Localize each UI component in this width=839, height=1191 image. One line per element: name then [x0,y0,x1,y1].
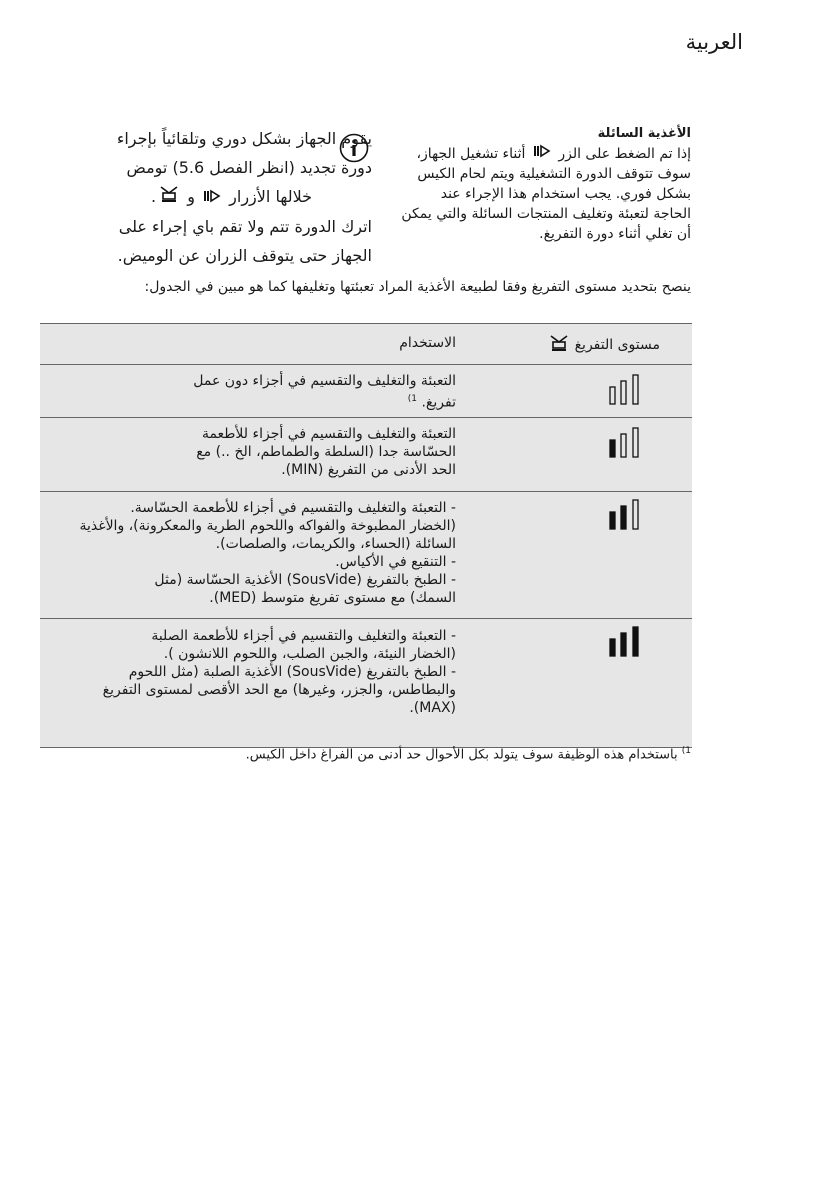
use-cell: - التعبئة والتغليف والتقسيم في أجزاء للأطعمة الصلبة (الخضار النيئة، والجبن الصلب، واللحوم اللانشون ). - الطبخ بالتفريغ (SousVide) الأغذية الصلبة (مثل اللحوم والبطاطس، والجزر، وغيرها) مع الحد الأقصى لمستوى التفريغ (MAX). [102,628,456,716]
stop-seal-icon [533,144,551,164]
stop-seal-icon [203,183,221,212]
use-cell: التعبئة والتغليف والتقسيم في أجزاء دون عمل تفريغ. $^{1)}$ [193,373,456,411]
use-cell: - التعبئة والتغليف والتقسيم في أجزاء للأطعمة الحسّاسة. (الخضار المطبوخة والفواكه واللحوم الطرية والمعكرونة)، والأغذية السائلة (الحساء، والكريمات، والصلصات). - التنقيع في الأكياس. - الطبخ بالتفريغ (SousVide) الأغذية الحسّاسة (مثل السمك) مع مستوى تفريغ متوسط (MED). [79,500,456,606]
header-level-cell [549,334,660,356]
info-line-4: اترك الدورة تتم ولا تقم باي إجراء على [118,217,372,236]
header-use-label: الاستخدام [399,335,456,351]
info-note [72,124,372,270]
use-cell: التعبئة والتغليف والتقسيم في أجزاء للأطعمة الحسّاسة جدا (السلطة والطماطم، الخ ..) مع الحد الأدنى من التفريغ (MIN). [196,426,456,478]
liquid-foods-line-3: بشكل فوري. يجب استخدام هذا الإجراء عند [440,186,691,202]
info-line-1: يقوم الجهاز بشكل دوري وتلقائياً بإجراء [116,129,372,148]
liquid-foods-line-4: الحاجة لتعبئة وتغليف المنتجات السائلة والتي يمكن [401,206,691,222]
vacuum-level-icon [549,334,569,356]
level-bars-icon [608,426,642,464]
liquid-foods-line-1: إذا تم الضغط على الزر أثناء تشغيل الجهاز، [416,146,691,162]
info-line-3: خلالها الأزرار و . [72,182,312,212]
liquid-foods-line-5: أن تغلي أثناء دورة التفريغ. [539,226,691,242]
page-language-label: العربية [685,30,743,54]
table-row [40,418,692,492]
vacuum-level-table [40,323,692,748]
level-bars-icon [608,498,642,536]
liquid-foods-section [401,124,691,244]
info-line-5: الجهاز حتى يتوقف الزران عن الوميض. [117,246,372,265]
liquid-foods-line-2: سوف تتوقف الدورة التشغيلية ويتم لحام الكيس [417,166,691,182]
liquid-foods-title: الأغذية السائلة [597,126,691,141]
level-bars-icon [608,373,642,411]
footnote-text: باستخدام هذه الوظيفة سوف يتولد بكل الأحوال حد أدنى من الفراغ داخل الكيس. [245,747,678,763]
intro-paragraph: ينصح بتحديد مستوى التفريغ وفقا لطبيعة الأغذية المراد تعبئتها وتغليفها كما هو مبين في الجدول: [144,279,691,295]
footnote-mark: 1) [681,746,691,756]
footnote [131,746,691,762]
header-level-label: مستوى التفريغ [574,337,660,353]
table-row [40,619,692,748]
vacuum-level-icon [159,183,179,212]
table-row [40,365,692,418]
table-row [40,492,692,619]
info-line-2: دورة تجديد (انظر الفصل 5.6) تومض [126,158,372,177]
level-bars-icon [608,625,642,663]
table-header-row [40,324,692,365]
